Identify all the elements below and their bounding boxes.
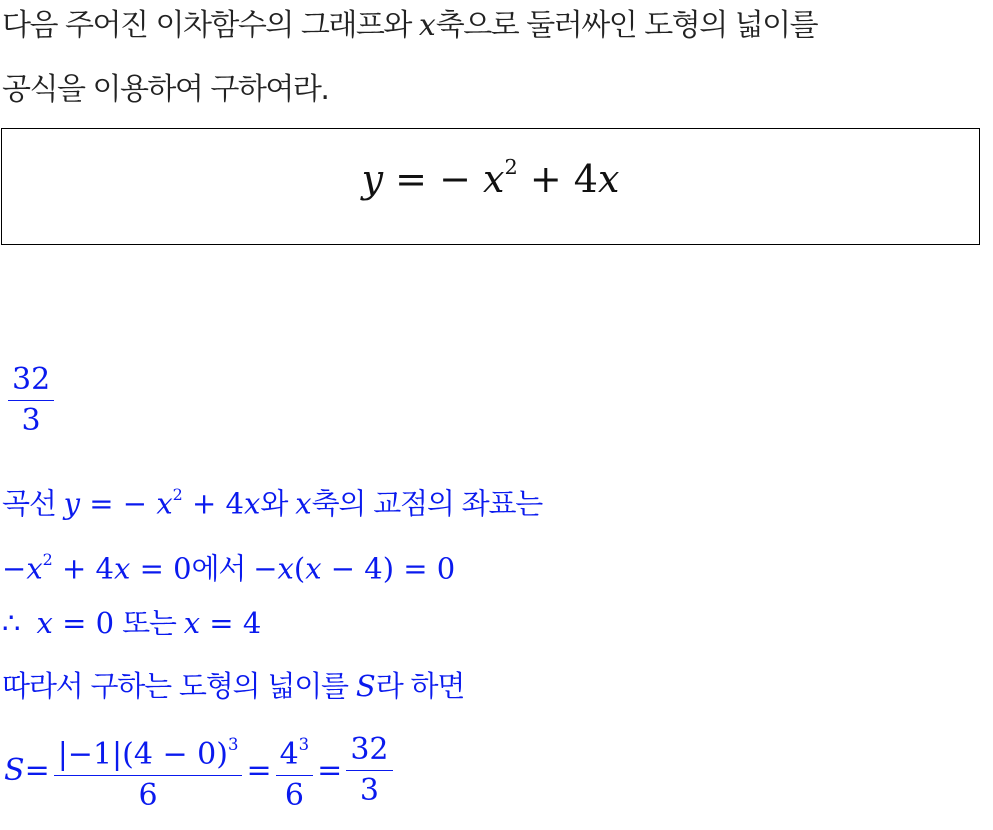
paren-open: ( bbox=[293, 551, 306, 586]
question-text: 축으로 둘러싸인 도형의 넓이를 bbox=[435, 8, 818, 43]
var-x: x bbox=[156, 486, 173, 521]
equation-tail: − 4) = 0 bbox=[321, 551, 456, 586]
var-s: S bbox=[355, 669, 376, 703]
solution-text: 곡선 bbox=[2, 486, 64, 521]
result-denominator: 3 bbox=[21, 403, 41, 438]
equals-minus: = − bbox=[80, 486, 157, 521]
solution-text: 라 하면 bbox=[375, 669, 465, 703]
plus-four: + 4 bbox=[182, 486, 244, 521]
solution-text: 따라서 구하는 도형의 넓이를 bbox=[2, 669, 356, 703]
var-x: x bbox=[483, 156, 505, 201]
var-x: x bbox=[36, 606, 53, 640]
solution-line-2 bbox=[2, 538, 455, 591]
plus-four: + 4 bbox=[517, 156, 598, 201]
var-x: x bbox=[597, 156, 620, 201]
minus-sign: − bbox=[253, 551, 278, 586]
plus-four: + 4 bbox=[52, 551, 114, 586]
solution-line-3 bbox=[2, 601, 261, 645]
var-s: S bbox=[4, 753, 25, 788]
result-numerator: 32 bbox=[346, 730, 392, 771]
fraction-power bbox=[276, 725, 314, 816]
solution-line-5 bbox=[4, 725, 397, 816]
solution-line-1 bbox=[2, 473, 542, 526]
var-x: x bbox=[305, 551, 322, 586]
solution-text: 와 bbox=[260, 486, 296, 521]
given-equation bbox=[2, 155, 979, 201]
exponent: 3 bbox=[298, 735, 310, 754]
exponent: 2 bbox=[172, 485, 183, 504]
result-fraction bbox=[8, 360, 54, 441]
equals-minus: = − bbox=[383, 156, 484, 201]
var-x: x bbox=[295, 486, 312, 521]
var-x: x bbox=[277, 551, 294, 586]
therefore-symbol: ∴ bbox=[2, 606, 21, 640]
exponent: 3 bbox=[227, 735, 239, 754]
power-base: 4 bbox=[279, 737, 299, 773]
exponent: 2 bbox=[42, 550, 53, 569]
equals-zero: = 0 bbox=[52, 606, 115, 640]
fraction-formula bbox=[54, 725, 243, 816]
formula-denominator: 6 bbox=[138, 778, 158, 814]
equals-four: = 4 bbox=[200, 606, 262, 640]
equals-sign: = bbox=[24, 753, 50, 788]
solution-text: 또는 bbox=[114, 606, 184, 640]
formula-numerator: |−1|(4 − 0) bbox=[57, 737, 228, 773]
exponent: 2 bbox=[504, 155, 518, 179]
equals-sign: = bbox=[317, 753, 343, 788]
var-x: x bbox=[183, 606, 201, 640]
question-text: 공식을 이용하여 구하여라. bbox=[2, 72, 329, 107]
result-denominator: 3 bbox=[359, 773, 379, 808]
power-denominator: 6 bbox=[284, 778, 304, 814]
question-line-1 bbox=[2, 4, 817, 48]
fraction-result bbox=[346, 730, 392, 811]
solution-text: 에서 bbox=[191, 551, 254, 586]
equals-zero: = 0 bbox=[130, 551, 192, 586]
var-y: y bbox=[361, 156, 384, 201]
var-x: x bbox=[244, 486, 261, 521]
result-numerator: 32 bbox=[8, 360, 54, 401]
variable-x: x bbox=[418, 8, 436, 43]
minus-sign: − bbox=[2, 551, 27, 586]
solution-text: 축의 교점의 좌표는 bbox=[311, 486, 543, 521]
question-line-2 bbox=[2, 68, 328, 112]
equals-sign: = bbox=[246, 753, 272, 788]
solution-line-4 bbox=[2, 664, 464, 708]
question-text: 다음 주어진 이차함수의 그래프와 bbox=[2, 8, 419, 43]
var-x: x bbox=[114, 551, 131, 586]
var-y: y bbox=[63, 486, 81, 521]
equation-box bbox=[1, 128, 980, 245]
var-x: x bbox=[26, 551, 43, 586]
